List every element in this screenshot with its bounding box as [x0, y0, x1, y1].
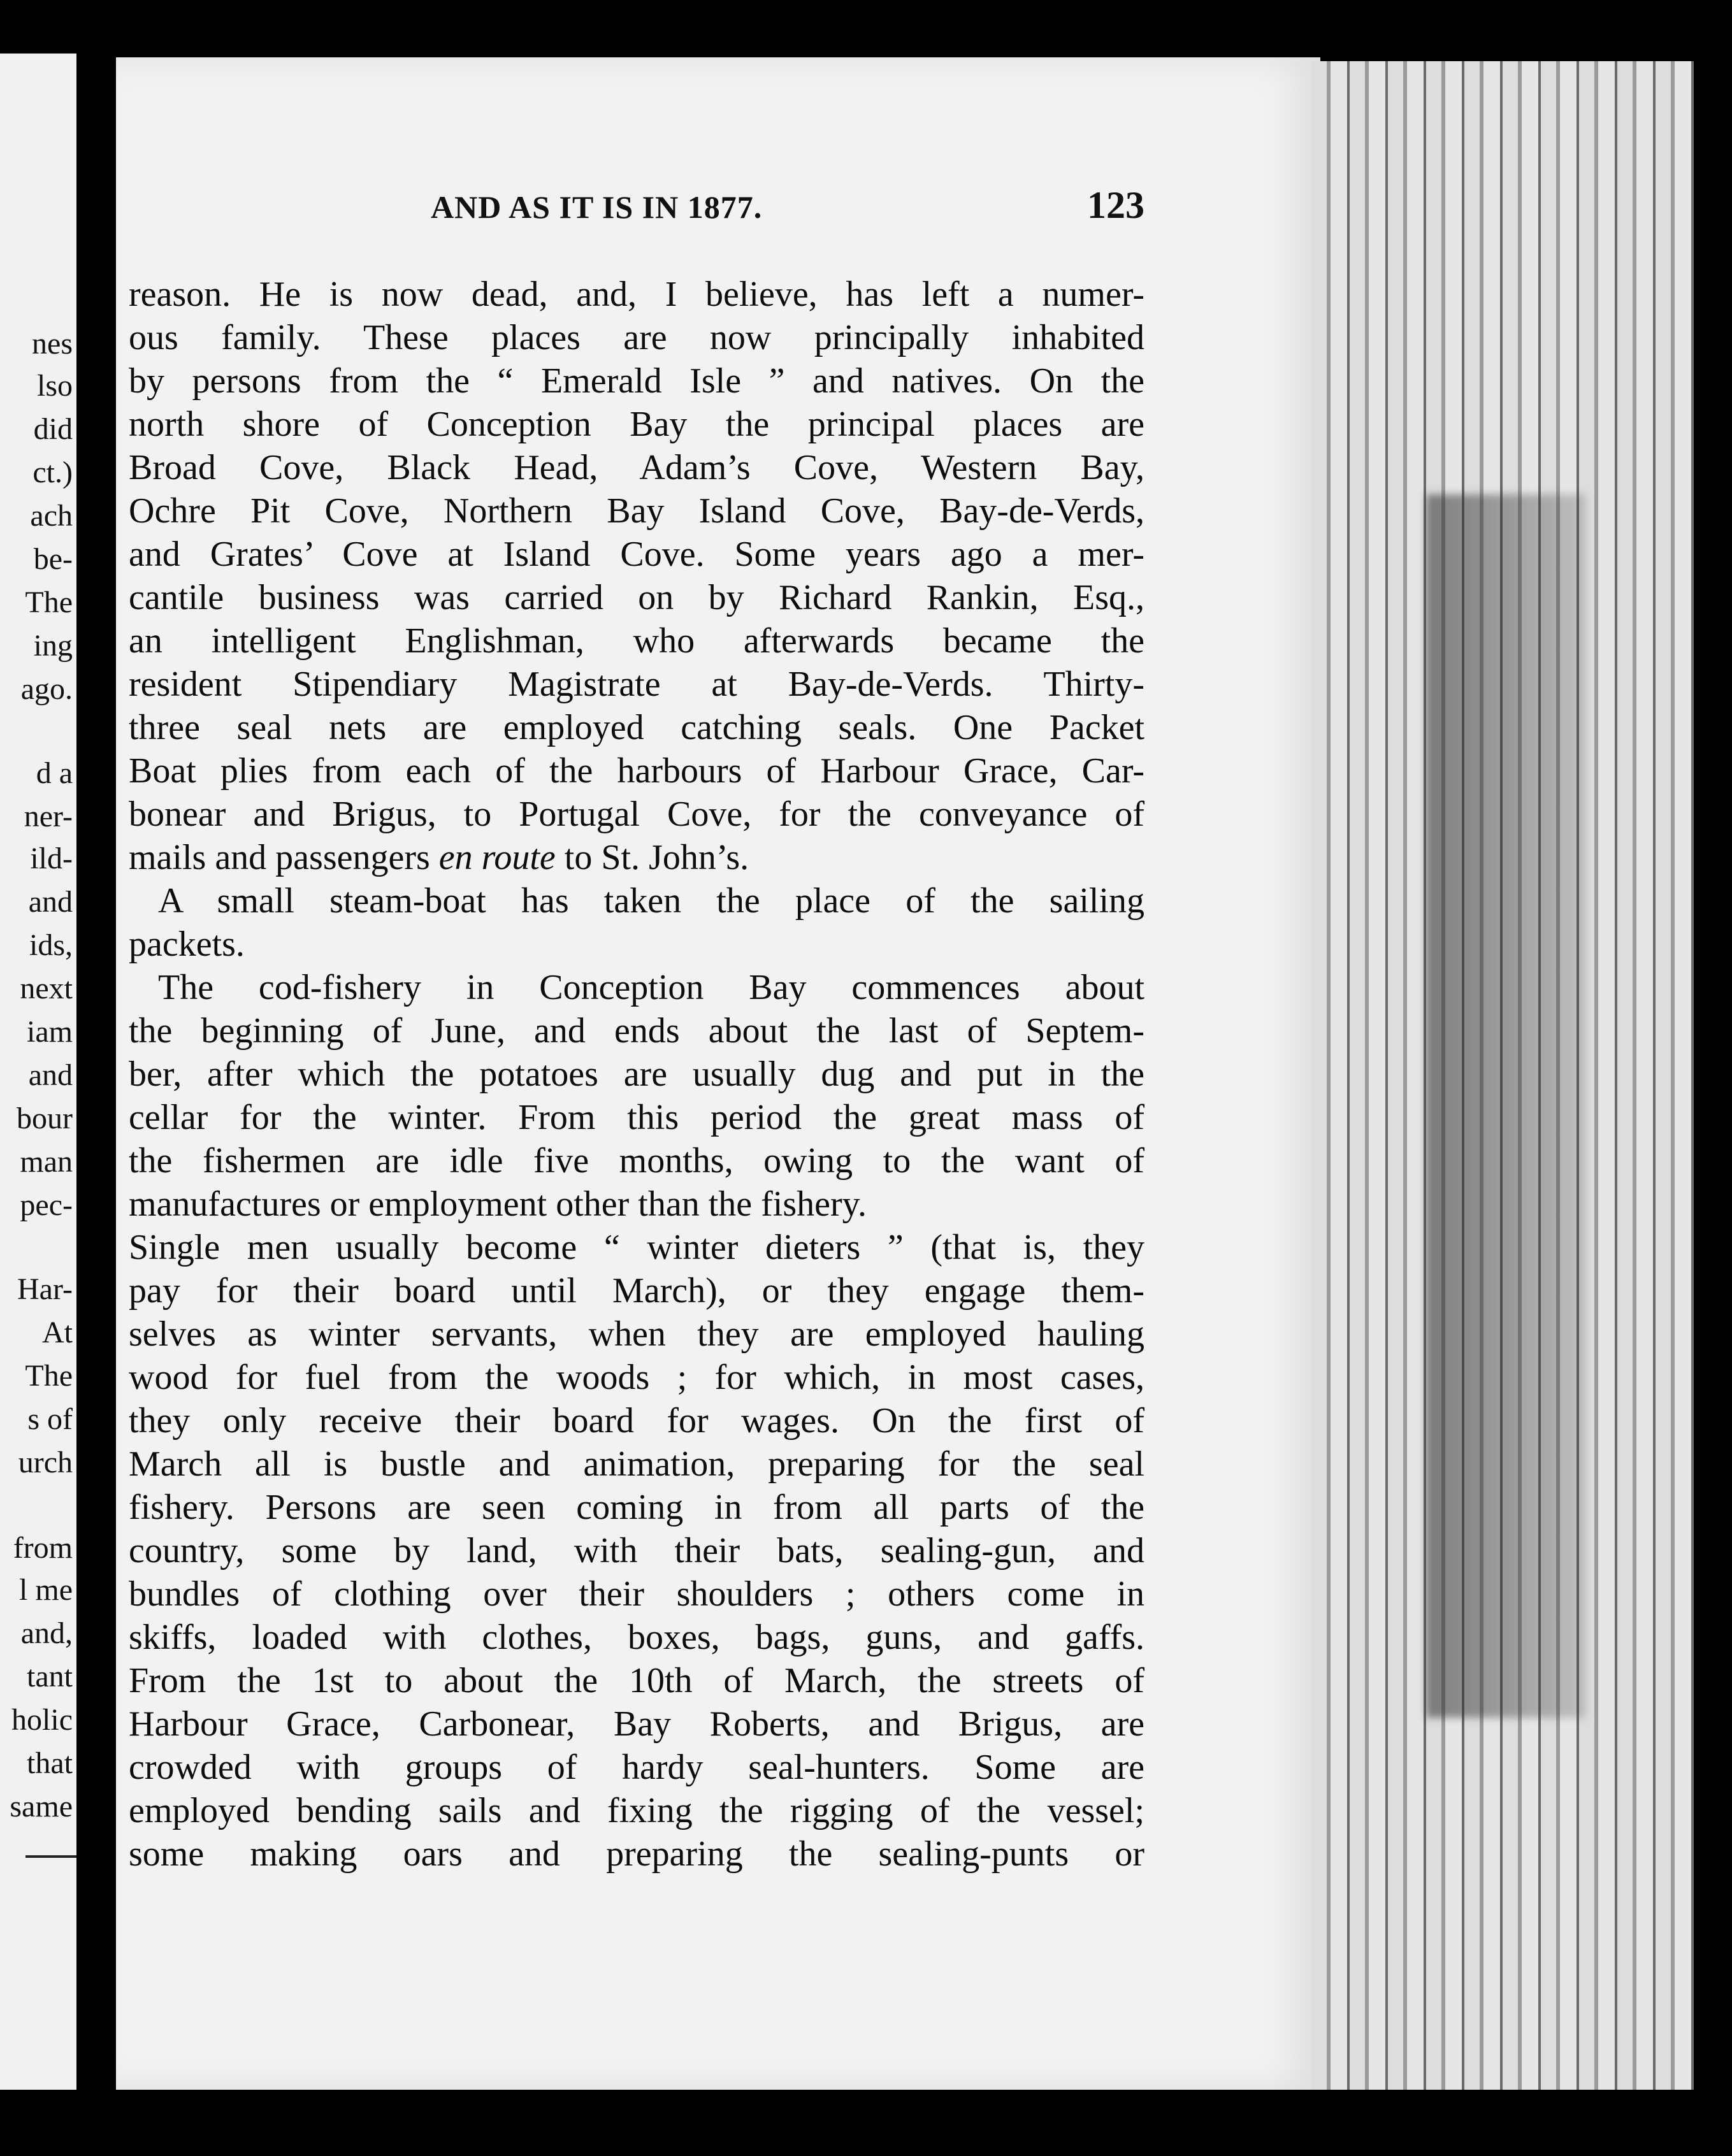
text-line: an intelligent Englishman, who afterwards became the — [129, 621, 1144, 661]
page-header — [431, 184, 1144, 233]
text-line: ber, after which the potatoes are usually dug and put in the — [129, 1054, 1144, 1094]
running-head: AND AS IT IS IN 1877. — [431, 189, 763, 225]
facing-page-text-fragment: d a — [36, 756, 73, 790]
text-line: crowded with groups of hardy seal-hunters. Some are — [129, 1748, 1144, 1787]
text-line: packets. — [129, 924, 245, 964]
text-line: pay for their board until March), or they engage them- — [129, 1271, 1144, 1311]
facing-page-text-fragment: tant — [27, 1660, 73, 1693]
facing-page-text-fragment: man — [20, 1145, 73, 1179]
text-line: A small steam-boat has taken the place of the sailing — [158, 881, 1144, 921]
text-line: From the 1st to about the 10th of March, the streets of — [129, 1661, 1144, 1700]
body-text — [129, 273, 1144, 1876]
text-line: skiffs, loaded with clothes, boxes, bags, guns, and gaffs. — [129, 1618, 1144, 1657]
text-line: ous family. These places are now principally inhabited — [129, 318, 1144, 357]
text-line: selves as winter servants, when they are employed hauling — [129, 1314, 1144, 1354]
facing-page-text-fragment: The — [25, 1359, 73, 1393]
facing-page-text-fragment: pec- — [20, 1188, 73, 1222]
facing-page-text-fragment: l me — [19, 1573, 73, 1607]
facing-page-text-fragment: next — [20, 972, 73, 1005]
facing-page-text-fragment: and — [28, 885, 73, 919]
facing-page-text-fragment: urch — [18, 1446, 73, 1479]
facing-page-fragment — [0, 54, 76, 2090]
text-line: mails and passengers en route to St. John’s. — [129, 838, 749, 877]
edge-stamp-shadow — [1426, 494, 1585, 1718]
text-line: Broad Cove, Black Head, Adam’s Cove, Western Bay, — [129, 448, 1144, 487]
text-line: manufactures or employment other than the fishery. — [129, 1184, 867, 1224]
facing-page-text-fragment: and — [28, 1058, 73, 1092]
facing-page-text-fragment: ner- — [24, 800, 73, 833]
text-line: bundles of clothing over their shoulders ; others come in — [129, 1574, 1144, 1614]
text-line: Boat plies from each of the harbours of Harbour Grace, Car- — [129, 751, 1144, 791]
facing-page-text-fragment: Har- — [17, 1272, 73, 1306]
text-line: the beginning of June, and ends about the last of Septem- — [129, 1011, 1144, 1051]
text-line: some making oars and preparing the sealing-punts or — [129, 1834, 1144, 1874]
facing-page-text-fragment: ids, — [29, 928, 73, 962]
facing-page-text-fragment: The — [25, 586, 73, 619]
text-line: resident Stipendiary Magistrate at Bay-de-Verds. Thirty- — [129, 665, 1144, 704]
text-line: fishery. Persons are seen coming in from all parts of the — [129, 1488, 1144, 1527]
page-number: 123 — [1087, 184, 1144, 226]
facing-page-text-fragment: same — [10, 1790, 73, 1823]
facing-page-text-fragment: ago. — [20, 672, 73, 706]
italic-phrase: en route — [438, 838, 556, 877]
text-line: March all is bustle and animation, preparing for the seal — [129, 1444, 1144, 1484]
text-line: they only receive their board for wages. On the first of — [129, 1401, 1144, 1441]
facing-page-text-fragment: s of — [27, 1402, 73, 1436]
facing-page-text-fragment: that — [27, 1746, 73, 1780]
text-line: the fishermen are idle five months, owing to the want of — [129, 1141, 1144, 1181]
text-line: cellar for the winter. From this period the great mass of — [129, 1098, 1144, 1137]
text-line: Harbour Grace, Carbonear, Bay Roberts, and Brigus, are — [129, 1704, 1144, 1744]
text-line: employed bending sails and fixing the rigging of the vessel; — [129, 1791, 1144, 1830]
facing-page-text-fragment: bour — [17, 1102, 73, 1135]
facing-page-text-fragment: At — [42, 1316, 73, 1349]
facing-page-text-fragment: and, — [20, 1616, 73, 1650]
facing-page-text-fragment: ild- — [30, 842, 73, 875]
text-line: north shore of Conception Bay the principal places are — [129, 405, 1144, 444]
facing-page-text-fragment: ach — [30, 499, 73, 533]
text-line: Ochre Pit Cove, Northern Bay Island Cove, Bay-de-Verds, — [129, 491, 1144, 531]
text-line: reason. He is now dead, and, I believe, has left a numer- — [129, 275, 1144, 314]
text-line: Single men usually become “ winter dieters ” (that is, they — [129, 1228, 1144, 1267]
facing-page-text-fragment: did — [33, 412, 73, 446]
page-edges — [1311, 61, 1694, 2090]
facing-page-text-fragment: from — [13, 1531, 73, 1565]
text-line: wood for fuel from the woods ; for which, in most cases, — [129, 1358, 1144, 1397]
text-line: three seal nets are employed catching seals. One Packet — [129, 708, 1144, 747]
facing-page-text-fragment: lso — [36, 369, 73, 403]
facing-page-text-fragment: nes — [32, 327, 73, 361]
text-line: by persons from the “ Emerald Isle ” and natives. On the — [129, 361, 1144, 401]
facing-page-text-fragment: iam — [27, 1015, 73, 1049]
text-line: country, some by land, with their bats, sealing-gun, and — [129, 1531, 1144, 1570]
facing-page-text-fragment: ct.) — [32, 456, 73, 489]
facing-page-text-fragment: holic — [11, 1703, 73, 1737]
facing-page-text-fragment: be- — [33, 542, 73, 576]
footnote-rule — [25, 1855, 76, 1858]
text-line: The cod-fishery in Conception Bay commences about — [158, 968, 1144, 1007]
text-line: cantile business was carried on by Richard Rankin, Esq., — [129, 578, 1144, 617]
text-line: and Grates’ Cove at Island Cove. Some years ago a mer- — [129, 535, 1144, 574]
facing-page-text-fragment: ing — [33, 629, 73, 663]
text-line: bonear and Brigus, to Portugal Cove, for the conveyance of — [129, 794, 1144, 834]
